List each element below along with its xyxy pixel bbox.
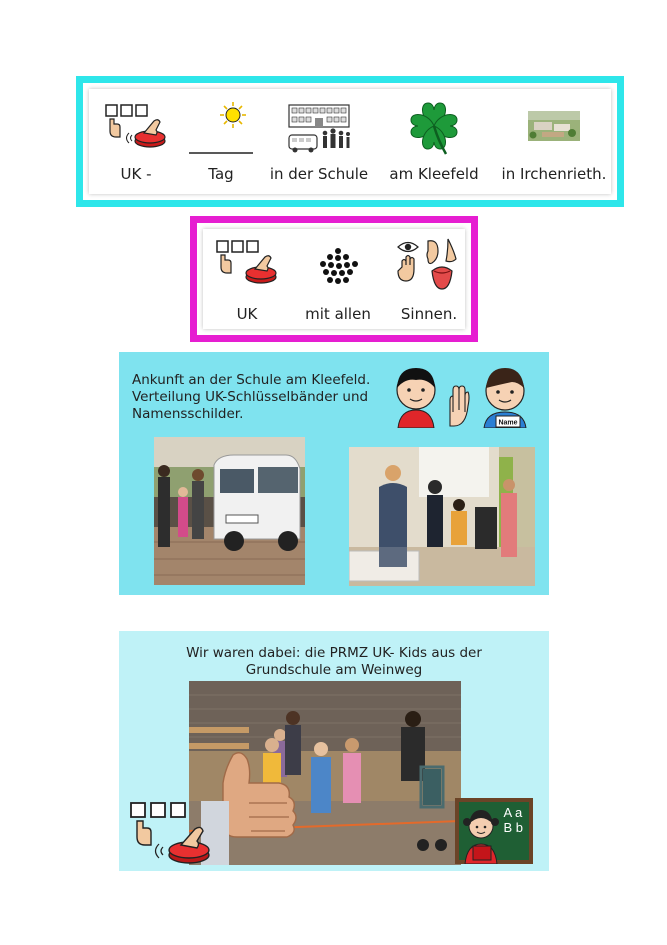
symbol-word: in der Schule: [269, 165, 369, 183]
caption-line: Grundschule am Weinweg: [245, 662, 423, 678]
symbol-irchenrieth: [494, 97, 614, 187]
classroom-photo: [349, 447, 535, 586]
van-photo: [154, 437, 305, 585]
board-letters: B b: [503, 820, 523, 835]
participants-caption: [119, 645, 549, 679]
symbol-word: in Irchenrieth.: [501, 165, 607, 183]
village-photo-icon: [528, 111, 580, 141]
symbol-mit-allen: [295, 235, 381, 331]
communication-device-icon: [215, 239, 279, 287]
cloverleaf-icon: [405, 99, 463, 157]
sun-icon: [189, 101, 253, 155]
symbol-word: mit allen: [305, 305, 371, 323]
symbol-word: Sinnen.: [400, 305, 458, 323]
symbol-schule: [264, 97, 374, 187]
symbol-kleefeld: [379, 97, 489, 187]
chalkboard-icon: [455, 798, 533, 864]
school-building-icon: [287, 103, 351, 155]
symbol-word: am Kleefeld: [389, 165, 479, 183]
symbol-strip-card: [203, 229, 465, 329]
symbol-word: UK -: [120, 165, 152, 183]
symbol-strip-uk-sinne: [190, 216, 478, 342]
caption-line: Ankunft an der Schule am Kleefeld.: [132, 372, 371, 388]
symbol-word: UK: [236, 305, 258, 323]
name-badge-text: Name: [498, 419, 518, 427]
caption-line: Verteilung UK-Schlüsselbänder und: [132, 389, 369, 405]
symbol-strip-uk-tag: [76, 76, 624, 207]
dots-cluster-icon: [315, 247, 361, 287]
caption-line: Namensschilder.: [132, 406, 244, 422]
communication-device-icon: [129, 801, 213, 867]
arrival-section: [119, 352, 549, 595]
symbol-strip-card: [89, 89, 611, 194]
symbol-word: Tag: [208, 165, 234, 183]
caption-line: Wir waren dabei: die PRMZ UK- Kids aus der: [186, 645, 482, 661]
symbol-tag: [184, 97, 258, 187]
arrival-caption: [132, 372, 382, 423]
children-name-badge-icon: [392, 366, 542, 428]
communication-device-icon: [104, 103, 168, 151]
girl-reading-icon: [461, 806, 503, 864]
symbol-uk: [99, 97, 173, 187]
participants-section: [119, 631, 549, 871]
symbol-uk: [209, 235, 285, 331]
board-letters: A a: [503, 805, 523, 820]
senses-icon: [396, 237, 462, 291]
symbol-sinnen: [389, 235, 469, 331]
